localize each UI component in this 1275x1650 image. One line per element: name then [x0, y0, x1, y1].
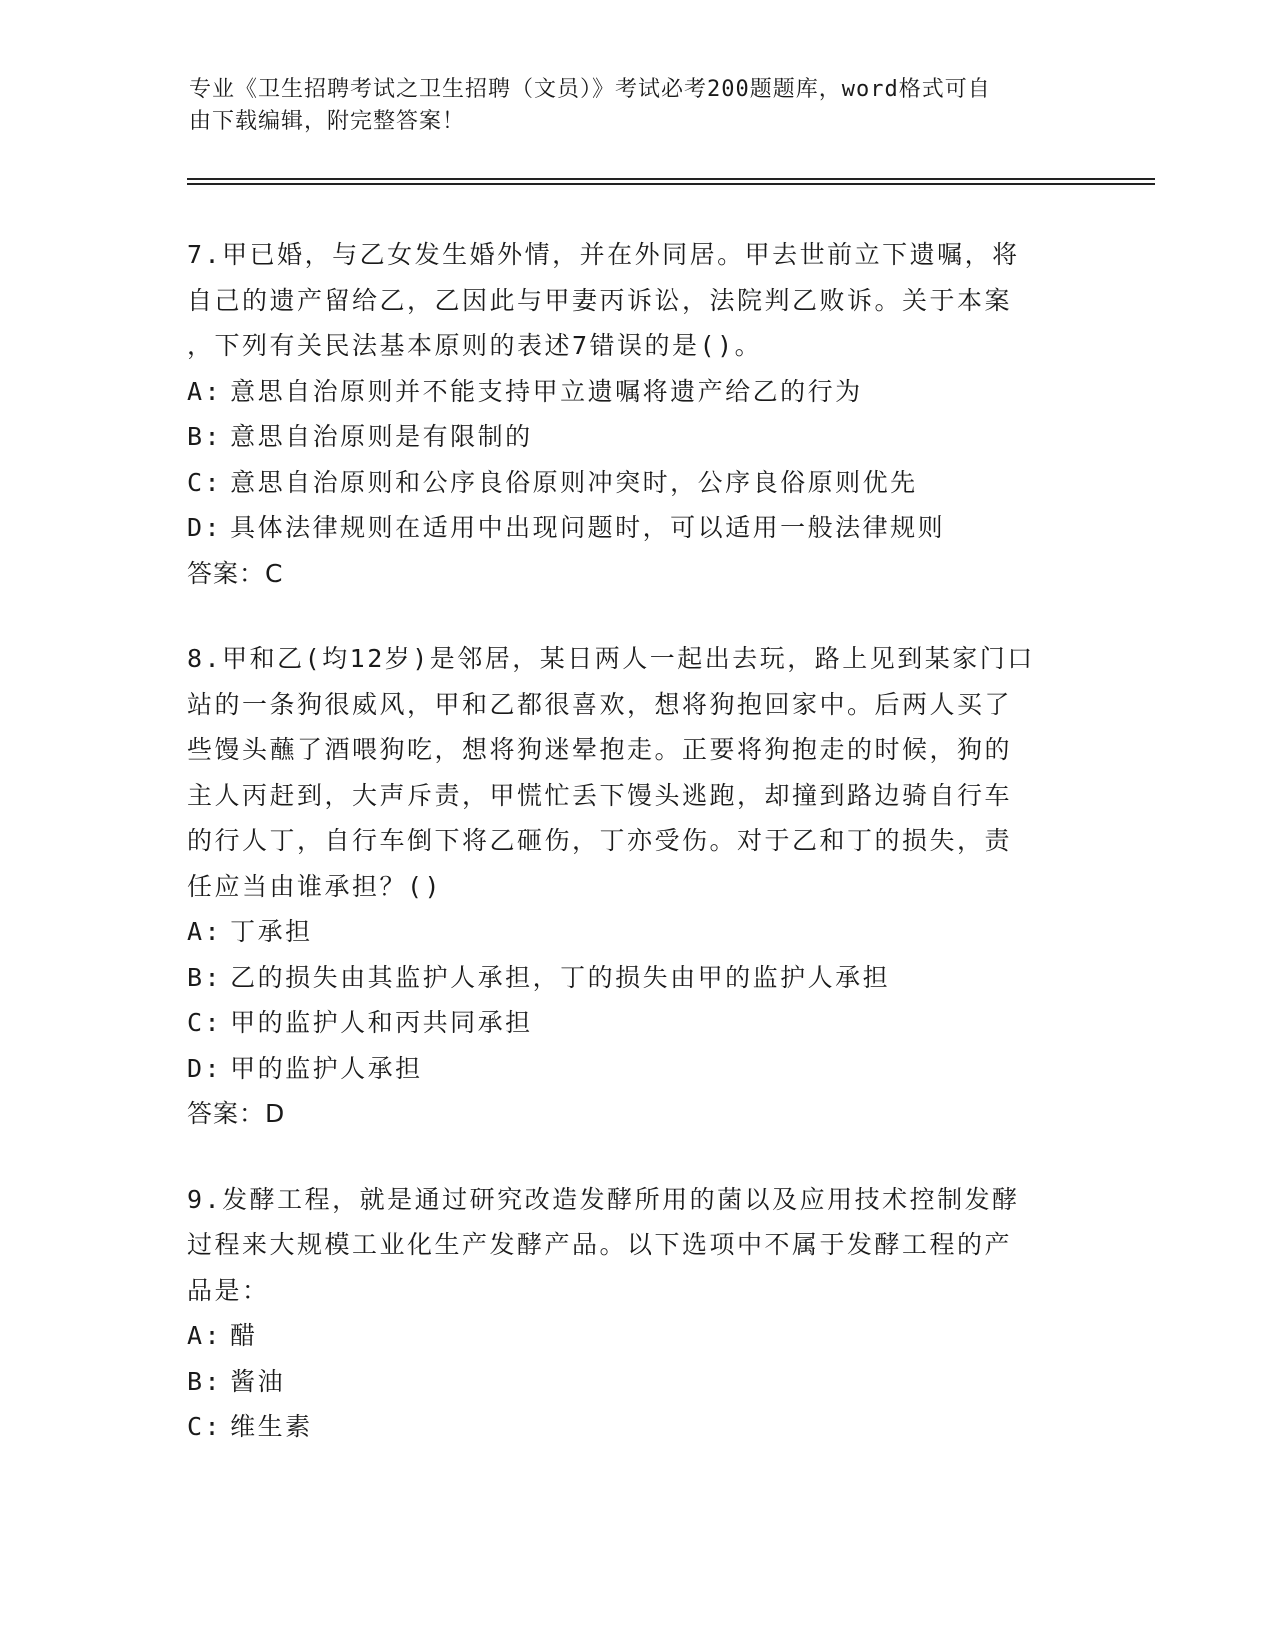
option-letter: A:: [187, 1321, 223, 1350]
option-letter: A:: [187, 917, 223, 946]
option-letter: C:: [187, 1412, 223, 1441]
question-stem: [187, 232, 1077, 369]
stem-line: 7.甲已婚，与乙女发生婚外情，并在外同居。甲去世前立下遗嘱，将: [187, 240, 1020, 269]
stem-line: ，下列有关民法基本原则的表述7错误的是()。: [187, 331, 763, 360]
option-b: [187, 955, 1077, 1001]
answer-line: 答案：C: [187, 558, 284, 588]
question-stem: [187, 1177, 1077, 1314]
option-letter: B:: [187, 962, 223, 992]
option-letter: D:: [187, 1053, 223, 1083]
header-line-2: 由下载编辑，附完整答案！: [189, 109, 466, 134]
header-divider-bottom: [187, 183, 1155, 185]
document-header: [189, 74, 1079, 138]
option-b: [187, 1359, 1077, 1405]
option-letter: B:: [187, 422, 223, 451]
option-text: 丁承担: [230, 917, 313, 946]
option-letter: D:: [187, 513, 223, 542]
stem-line: 站的一条狗很威风，甲和乙都很喜欢，想将狗抱回家中。后两人买了: [187, 689, 1013, 719]
option-c: [187, 460, 1077, 506]
option-text: 具体法律规则在适用中出现问题时，可以适用一般法律规则: [230, 513, 946, 542]
option-d: [187, 505, 1077, 551]
stem-line: 9.发酵工程，就是通过研究改造发酵所用的菌以及应用技术控制发酵: [187, 1184, 1020, 1214]
question-list: [187, 232, 1077, 1490]
option-text: 酱油: [230, 1366, 286, 1396]
stem-line: 主人丙赶到，大声斥责，甲慌忙丢下馒头逃跑，却撞到路边骑自行车: [187, 780, 1013, 810]
option-d: [187, 1046, 1077, 1092]
option-a: [187, 1313, 1077, 1359]
stem-line: 过程来大规模工业化生产发酵产品。以下选项中不属于发酵工程的产: [187, 1230, 1013, 1259]
option-letter: C:: [187, 1008, 223, 1037]
option-b: [187, 414, 1077, 460]
question-8: [187, 636, 1077, 1137]
option-letter: A:: [187, 376, 223, 406]
option-text: 乙的损失由其监护人承担，丁的损失由甲的监护人承担: [230, 962, 891, 992]
stem-line: 些馒头蘸了酒喂狗吃，想将狗迷晕抱走。正要将狗抱走的时候，狗的: [187, 735, 1013, 764]
header-line-1: 专业《卫生招聘考试之卫生招聘（文员）》考试必考200题题库，word格式可自: [189, 77, 991, 102]
option-text: 意思自治原则并不能支持甲立遗嘱将遗产给乙的行为: [230, 376, 863, 406]
stem-line: 任应当由谁承担？(): [187, 871, 443, 901]
question-9: [187, 1177, 1077, 1450]
stem-line: 自己的遗产留给乙，乙因此与甲妻丙诉讼，法院判乙败诉。关于本案: [187, 285, 1013, 315]
option-c: [187, 1404, 1077, 1450]
stem-line: 品是：: [187, 1275, 270, 1305]
option-letter: C:: [187, 467, 223, 497]
answer-line: 答案：D: [187, 1099, 286, 1128]
stem-line: 8.甲和乙(均12岁)是邻居，某日两人一起出去玩，路上见到某家门口: [187, 644, 1035, 673]
option-a: [187, 909, 1077, 955]
option-c: [187, 1000, 1077, 1046]
option-text: 甲的监护人和丙共同承担: [230, 1008, 533, 1037]
option-text: 甲的监护人承担: [230, 1053, 423, 1083]
option-text: 醋: [230, 1321, 258, 1350]
option-text: 意思自治原则是有限制的: [230, 422, 533, 451]
question-7: [187, 232, 1077, 596]
header-divider-top: [187, 178, 1155, 180]
option-text: 维生素: [230, 1412, 313, 1441]
question-stem: [187, 636, 1077, 909]
option-text: 意思自治原则和公序良俗原则冲突时，公序良俗原则优先: [230, 467, 918, 497]
option-letter: B:: [187, 1366, 223, 1396]
option-a: [187, 369, 1077, 415]
stem-line: 的行人丁，自行车倒下将乙砸伤，丁亦受伤。对于乙和丁的损失，责: [187, 826, 1013, 855]
